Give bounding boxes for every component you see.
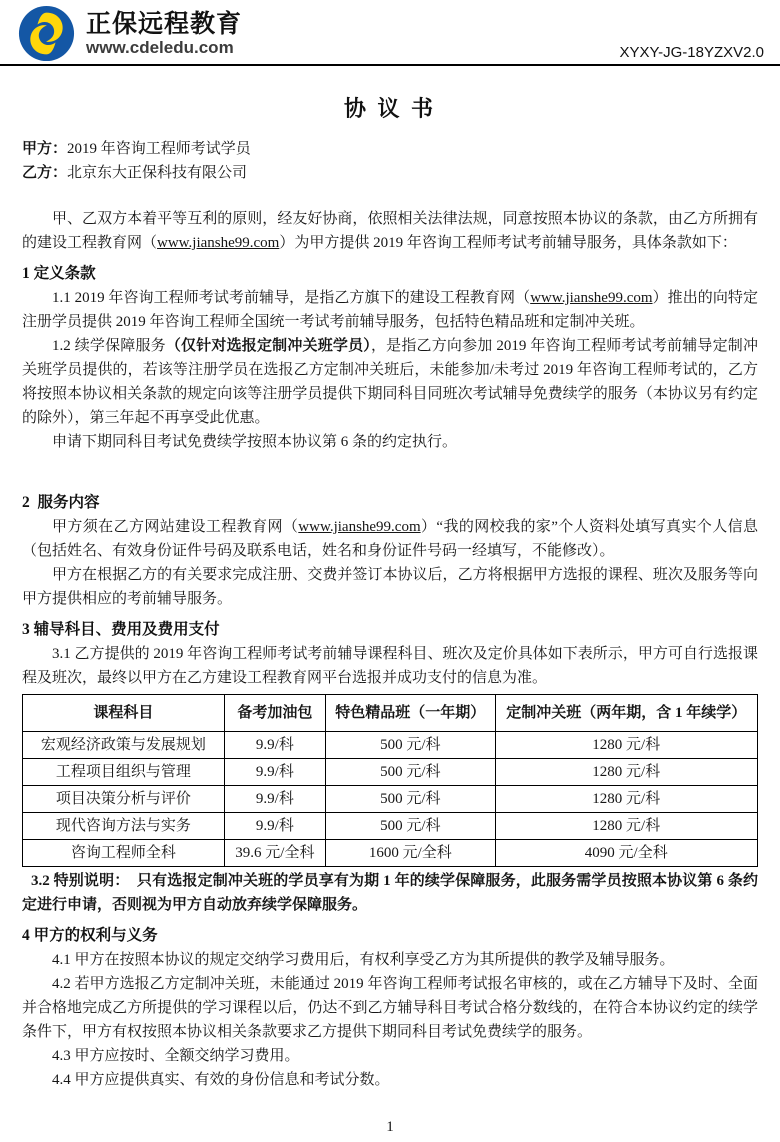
- table-header-cell: 定制冲关班（两年期，含 1 年续学）: [495, 695, 757, 732]
- table-cell: 现代咨询方法与实务: [23, 813, 225, 840]
- paragraph: [22, 430, 758, 454]
- brand-text-block: [86, 10, 242, 58]
- paragraph: [22, 642, 758, 690]
- table-cell: 4090 元/全科: [495, 840, 757, 867]
- section-heading: 4 甲方的权利与义务: [22, 927, 158, 944]
- table-row: [23, 732, 758, 759]
- section-heading: 3 辅导科目、费用及费用支付: [22, 621, 220, 638]
- paragraph: [22, 948, 758, 972]
- page-number: 1: [386, 1119, 394, 1135]
- paragraph: [22, 286, 758, 334]
- brand-website: www.cdeledu.com: [86, 37, 234, 57]
- table-cell: 500 元/科: [326, 786, 495, 813]
- party-line: [22, 137, 758, 161]
- text-segment: 1.1 2019 年咨询工程师考试考前辅导，是指乙方旗下的建设工程教育网（: [52, 290, 531, 306]
- table-cell: 1280 元/科: [495, 813, 757, 840]
- party-label: 乙方：: [22, 165, 68, 181]
- table-cell: 1600 元/全科: [326, 840, 495, 867]
- table-row: [23, 813, 758, 840]
- table-row: [23, 786, 758, 813]
- party-line: [22, 161, 758, 185]
- text-segment: ）为甲方提供 2019 年咨询工程师考试考前辅导服务，具体条款如下：: [279, 235, 737, 251]
- text-segment: 3.2 特别说明： 只有选报定制冲关班的学员享有为期 1 年的续学保障服务，此服务需学员按照本协议第 6 条约定进行申请，否则视为甲方自动放弃续学保障服务。: [22, 873, 758, 913]
- document-code: XYXY-JG-18YZXV2.0: [619, 44, 764, 61]
- brand-logo: [18, 5, 242, 62]
- text-segment: 4.1 甲方在按照本协议的规定交纳学习费用后，有权利享受乙方为其所提供的教学及辅导服务。: [52, 952, 675, 968]
- table-cell: 1280 元/科: [495, 786, 757, 813]
- table-cell: 9.9/科: [224, 786, 325, 813]
- paragraph: [22, 563, 758, 611]
- table-cell: 1280 元/科: [495, 759, 757, 786]
- text-segment: （仅针对选报定制冲关班学员）: [165, 338, 371, 354]
- table-cell: 宏观经济政策与发展规划: [23, 732, 225, 759]
- text-segment: 申请下期同科目考试免费续学按照本协议第 6 条的约定执行。: [52, 434, 458, 450]
- paragraph: [22, 1044, 758, 1068]
- table-header-cell: 备考加油包: [224, 695, 325, 732]
- header-divider: [0, 64, 780, 66]
- jianshe99-link: www.jianshe99.com: [298, 519, 421, 535]
- text-segment: 1.2 续学保障服务: [52, 338, 166, 354]
- text-segment: 甲方在根据乙方的有关要求完成注册、交费并签订本协议后，乙方将根据甲方选报的课程、班次及服务等向甲方提供相应的考前辅导服务。: [22, 567, 758, 607]
- text-segment: 4.3 甲方应按时、全额交纳学习费用。: [52, 1048, 300, 1064]
- document-body: [22, 137, 758, 1092]
- table-header-cell: 课程科目: [23, 695, 225, 732]
- text-segment: 甲、乙双方本着平等互利的原则，经友好协商，依照相关法律法规，同意按照本协议的条款，由乙方所拥有的建设工程教育网（: [22, 211, 758, 251]
- text-segment: ）推出的向特定注册学员提供 2019 年咨询工程师全国统一考试考前辅导服务，包括特色精品班和定制冲关班。: [22, 290, 758, 330]
- text-segment: ）“我的网校我的家”个人资料处填写真实个人信息（包括姓名、有效身份证件号码及联系电话，姓名和身份证件号码一经填写，不能修改）。: [22, 519, 758, 559]
- party-value: 北京东大正保科技有限公司: [67, 165, 248, 181]
- paragraph: [22, 334, 758, 430]
- table-cell: 9.9/科: [224, 813, 325, 840]
- table-row: [23, 759, 758, 786]
- text-segment: 3.1 乙方提供的 2019 年咨询工程师考试考前辅导课程科目、班次及定价具体如下表所示，甲方可自行选报课程及班次，最终以甲方在乙方建设工程教育网平台选报并成功支付的信息为准。: [22, 646, 758, 686]
- paragraph: [22, 207, 758, 255]
- spacer: [22, 454, 758, 484]
- paragraph: [22, 869, 758, 917]
- spacer: [22, 185, 758, 207]
- party-label: 甲方：: [22, 141, 68, 157]
- page-title: 协 议 书: [343, 96, 436, 121]
- paragraph: [22, 515, 758, 563]
- table-cell: 9.9/科: [224, 759, 325, 786]
- section-heading: 2 服务内容: [22, 494, 100, 511]
- table-cell: 项目决策分析与评价: [23, 786, 225, 813]
- table-cell: 咨询工程师全科: [23, 840, 225, 867]
- text-segment: 甲方须在乙方网站建设工程教育网（: [52, 519, 299, 535]
- section-heading: 1 定义条款: [22, 265, 96, 282]
- table-cell: 500 元/科: [326, 813, 495, 840]
- pricing-table: [22, 694, 758, 867]
- brand-name: 正保远程教育: [86, 9, 243, 38]
- text-segment: 4.4 甲方应提供真实、有效的身份信息和考试分数。: [52, 1072, 390, 1088]
- table-header-cell: 特色精品班（一年期）: [326, 695, 495, 732]
- jianshe99-link: www.jianshe99.com: [157, 235, 280, 251]
- table-cell: 500 元/科: [326, 732, 495, 759]
- table-row: [23, 840, 758, 867]
- table-header-row: [23, 695, 758, 732]
- text-segment: 4.2 若甲方选报乙方定制冲关班，未能通过 2019 年咨询工程师考试报名审核的，或在乙方辅导下及时、全面并合格地完成乙方所提供的学习课程以后，仍达不到乙方辅导科目考试合格分数线的，在符合本协议约定的续学条件下，甲方有权按照本协议相关条款要求乙方提供下期同科目考试免费续学的服务。: [22, 976, 758, 1040]
- paragraph: [22, 1068, 758, 1092]
- table-cell: 9.9/科: [224, 732, 325, 759]
- table-cell: 1280 元/科: [495, 732, 757, 759]
- brand-logo-icon: [18, 5, 75, 62]
- table-cell: 39.6 元/全科: [224, 840, 325, 867]
- table-cell: 500 元/科: [326, 759, 495, 786]
- text-segment: ，是指乙方向参加 2019 年咨询工程师考试考前辅导定制冲关班学员提供的，若该等注册学员在选报乙方定制冲关班后，未能参加/未考过 2019 年咨询工程师考试的，乙方将按照本协议相关条款的规定向该等注册学员提供下期同科目同班次考试辅导免费续学的服务（本协议另有约定的除外），第三年起不再享受此优惠。: [22, 338, 758, 426]
- document-header: [0, 0, 780, 64]
- jianshe99-link: www.jianshe99.com: [530, 290, 653, 306]
- paragraph: [22, 972, 758, 1044]
- party-value: 2019 年咨询工程师考试学员: [67, 141, 251, 157]
- table-cell: 工程项目组织与管理: [23, 759, 225, 786]
